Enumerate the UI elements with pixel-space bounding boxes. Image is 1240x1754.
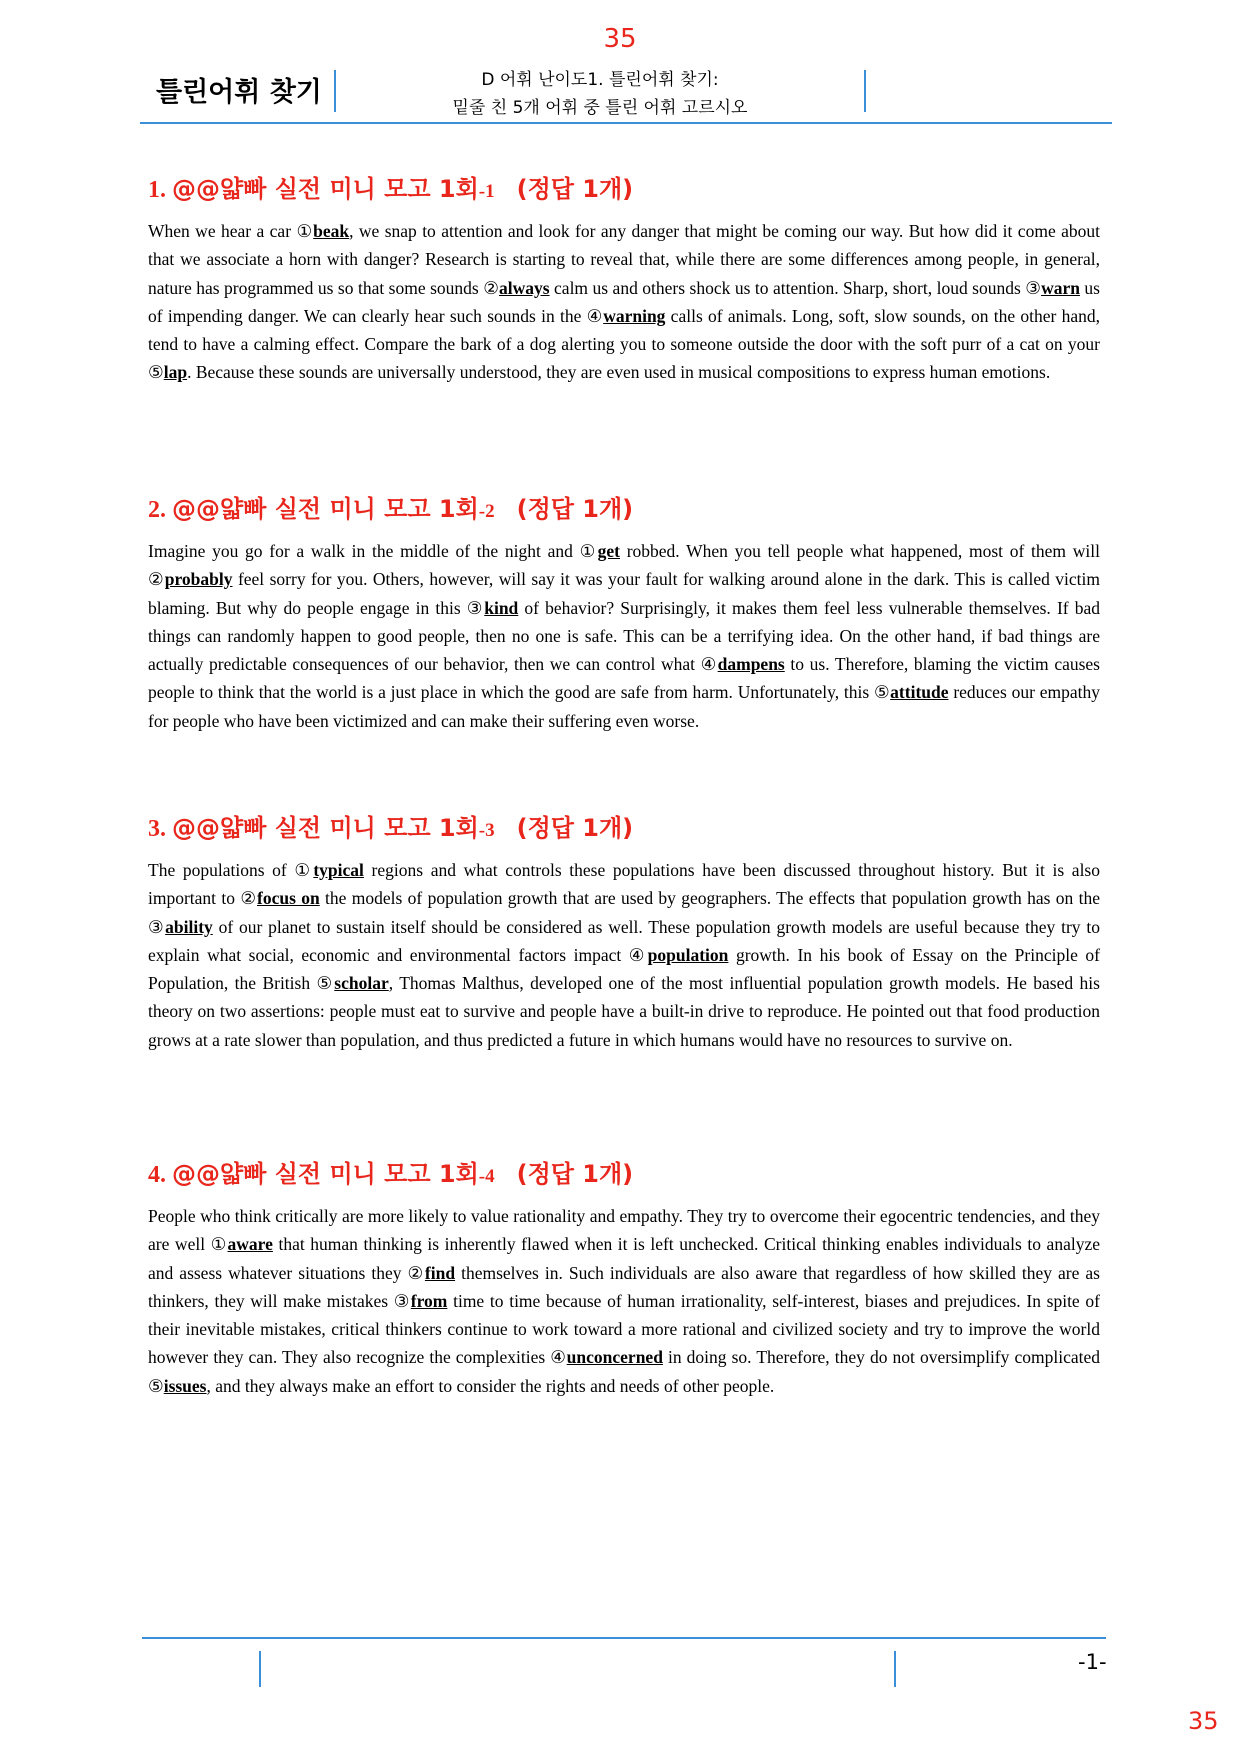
underlined-word: probably bbox=[164, 569, 233, 590]
passage-segment: in doing so. Therefore, they do not oversimplify complicated bbox=[662, 1347, 1100, 1368]
question-4 bbox=[148, 1158, 1100, 1400]
page-number-top: 35 bbox=[603, 24, 637, 54]
question-number: 4. bbox=[148, 1162, 166, 1188]
page-number-bottom: 35 bbox=[1188, 1707, 1219, 1735]
passage-segment: reduces our empathy for people who have been victimized and can make their suffering even worse. bbox=[148, 682, 1100, 731]
question-title-text: @@얇빠 실전 미니 모고 1회 bbox=[172, 495, 479, 523]
passage-segment: , we snap to attention and look for any danger that might be coming our way. But how did it come about that we associate a horn with danger? Research is starting to reveal that, while there are some differences among people, in general, nature has programmed us so that some sounds bbox=[148, 221, 1100, 298]
underlined-word: dampens bbox=[717, 654, 785, 675]
question-3 bbox=[148, 812, 1100, 1054]
passage-segment: The populations of bbox=[148, 860, 295, 880]
passage-text bbox=[148, 1202, 1100, 1400]
passage-segment: feel sorry for you. Others, however, will say it was your fault for walking around alone in the dark. This is called victim blaming. But why do people engage in this bbox=[148, 569, 1100, 618]
header-divider-left bbox=[334, 70, 336, 112]
header-subtitle-line1: D 어휘 난이도1. 틀린어휘 찾기: bbox=[481, 70, 719, 90]
underlined-word: get bbox=[597, 541, 620, 561]
passage-text bbox=[148, 856, 1100, 1054]
answer-count: (정답 1개) bbox=[516, 814, 634, 842]
choice-marker: ④ bbox=[700, 654, 718, 675]
choice-marker: ① bbox=[579, 541, 598, 561]
footer-rule bbox=[142, 1637, 1106, 1639]
passage-segment: When we hear a car bbox=[148, 221, 297, 241]
underlined-word: unconcerned bbox=[566, 1347, 663, 1368]
choice-marker: ④ bbox=[586, 305, 604, 326]
underlined-word: lap bbox=[163, 362, 188, 383]
choice-marker: ③ bbox=[393, 1290, 411, 1311]
passage-segment: growth. In his book of Essay on the Principle of Population, the British bbox=[148, 944, 1100, 994]
answer-count: (정답 1개) bbox=[516, 1160, 634, 1188]
passage-segment: robbed. When you tell people what happened, most of them will bbox=[619, 541, 1100, 561]
passage-segment: that human thinking is inherently flawed when it is left unchecked. Critical thinking enables individuals to analyze and assess whatever situations they bbox=[148, 1234, 1100, 1283]
underlined-word: aware bbox=[227, 1234, 273, 1255]
choice-marker: ② bbox=[407, 1262, 425, 1283]
underlined-word: attitude bbox=[890, 682, 949, 703]
choice-marker: ⑤ bbox=[148, 1375, 164, 1396]
choice-marker: ② bbox=[240, 888, 257, 909]
choice-marker: ③ bbox=[1025, 277, 1042, 298]
underlined-word: focus on bbox=[257, 888, 320, 909]
footer-divider-left bbox=[259, 1651, 261, 1687]
choice-marker: ③ bbox=[466, 597, 485, 618]
underlined-word: kind bbox=[484, 597, 519, 618]
choice-marker: ③ bbox=[148, 916, 166, 937]
underlined-word: warning bbox=[603, 305, 666, 326]
choice-marker: ⑤ bbox=[316, 973, 335, 994]
question-title bbox=[148, 173, 1100, 208]
passage-segment: themselves in. Such individuals are also aware that regardless of how skilled they are as thinkers, they will make mistakes bbox=[148, 1262, 1100, 1311]
question-title-text: @@얇빠 실전 미니 모고 1회 bbox=[172, 814, 479, 842]
question-2 bbox=[148, 493, 1100, 735]
choice-marker: ① bbox=[210, 1234, 228, 1255]
underlined-word: warn bbox=[1041, 277, 1080, 298]
choice-marker: ④ bbox=[628, 944, 648, 965]
question-number: 3. bbox=[148, 816, 166, 842]
passage-segment: us of impending danger. We can clearly hear such sounds in the bbox=[148, 277, 1100, 326]
question-title-text: @@얇빠 실전 미니 모고 1회 bbox=[172, 1160, 479, 1188]
passage-text bbox=[148, 537, 1100, 735]
passage-segment: to us. Therefore, blaming the victim causes people to think that the world is a just place in which the good are safe from harm. Unfortunately, this bbox=[148, 654, 1100, 703]
question-1 bbox=[148, 173, 1100, 387]
underlined-word: issues bbox=[163, 1375, 207, 1396]
question-title-suffix: -4 bbox=[478, 1166, 495, 1187]
header-title: 틀린어휘 찾기 bbox=[156, 77, 322, 108]
footer-divider-right bbox=[894, 1651, 896, 1687]
choice-marker: ⑤ bbox=[148, 362, 164, 383]
question-number: 1. bbox=[148, 177, 166, 203]
passage-segment: , Thomas Malthus, developed one of the most influential population growth models. He based his theory on two assertions: people must eat to survive and people have a built-in drive to reproduce. He pointed out that food production grows at a rate slower than population, and thus predicted a future in which humans would have no resources to survive on. bbox=[148, 973, 1100, 1050]
underlined-word: beak bbox=[313, 221, 350, 241]
header-rule bbox=[140, 122, 1112, 124]
underlined-word: typical bbox=[313, 860, 364, 880]
underlined-word: scholar bbox=[334, 973, 389, 994]
header-subtitle bbox=[340, 66, 860, 122]
choice-marker: ④ bbox=[550, 1347, 567, 1368]
choice-marker: ⑤ bbox=[874, 682, 891, 703]
footer-page-marker: -1- bbox=[1078, 1650, 1107, 1674]
answer-count: (정답 1개) bbox=[516, 495, 634, 523]
choice-marker: ① bbox=[294, 860, 314, 880]
question-title-suffix: -3 bbox=[478, 820, 495, 841]
underlined-word: from bbox=[410, 1290, 448, 1311]
question-title bbox=[148, 493, 1100, 528]
question-title-text: @@얇빠 실전 미니 모고 1회 bbox=[172, 175, 479, 203]
underlined-word: find bbox=[424, 1262, 456, 1283]
answer-count: (정답 1개) bbox=[516, 175, 634, 203]
passage-segment: Imagine you go for a walk in the middle of the night and bbox=[148, 541, 580, 561]
passage-segment: , and they always make an effort to consider the rights and needs of other people. bbox=[206, 1375, 775, 1396]
passage-segment: regions and what controls these populations have been discussed throughout history. But it is also important to bbox=[148, 860, 1100, 909]
passage-segment: calls of animals. Long, soft, slow sounds, on the other hand, tend to have a calming effect. Compare the bark of a dog alerting you to someone outside the door with the soft purr of a cat on your bbox=[148, 305, 1100, 355]
choice-marker: ① bbox=[296, 221, 314, 241]
choice-marker: ② bbox=[148, 569, 165, 590]
question-title-suffix: -2 bbox=[478, 501, 495, 522]
header-subtitle-line2: 밑줄 친 5개 어휘 중 틀린 어휘 고르시오 bbox=[452, 98, 748, 118]
underlined-word: population bbox=[647, 944, 729, 965]
passage-segment: the models of population growth that are used by geographers. The effects that population growth has on the bbox=[319, 888, 1100, 909]
choice-marker: ② bbox=[483, 277, 499, 298]
question-title-suffix: -1 bbox=[478, 181, 495, 202]
passage-segment: . Because these sounds are universally understood, they are even used in musical compositions to express human emotions. bbox=[187, 362, 1051, 383]
underlined-word: ability bbox=[165, 916, 213, 937]
underlined-word: always bbox=[499, 277, 550, 298]
question-title bbox=[148, 1158, 1100, 1193]
question-title bbox=[148, 812, 1100, 847]
header-divider-right bbox=[864, 70, 866, 112]
passage-segment: time to time because of human irrationality, self-interest, biases and prejudices. In spite of their inevitable mistakes, critical thinkers continue to work toward a more rational and civilized society and try to improve the world however they can. They also recognize the complexities bbox=[148, 1290, 1100, 1368]
passage-text bbox=[148, 217, 1100, 387]
passage-segment: People who think critically are more likely to value rationality and empathy. They try to overcome their egocentric tendencies, and they are well bbox=[148, 1206, 1100, 1255]
passage-segment: calm us and others shock us to attention. Sharp, short, loud sounds bbox=[549, 277, 1026, 298]
passage-segment: of behavior? Surprisingly, it makes them feel less vulnerable themselves. If bad things can randomly happen to good people, then no one is safe. This can be a terrifying idea. On the other hand, if bad things are actually predictable consequences of our behavior, then we can control what bbox=[148, 597, 1100, 675]
question-number: 2. bbox=[148, 497, 166, 523]
passage-segment: of our planet to sustain itself should be considered as well. These population growth models are useful because they try to explain what social, economic and environmental factors impact bbox=[148, 916, 1100, 965]
